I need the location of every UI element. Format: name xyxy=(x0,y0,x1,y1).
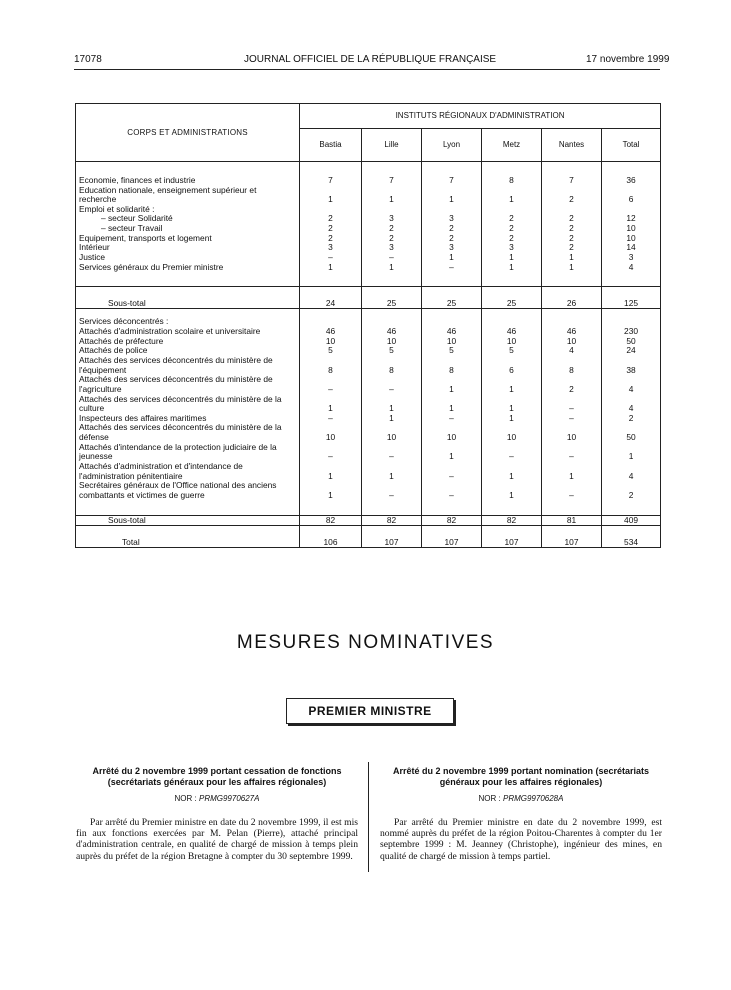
cell-value: 107 xyxy=(482,526,542,548)
row-label: Sous-total xyxy=(76,515,300,526)
table-row xyxy=(76,526,661,548)
cell-value: – xyxy=(362,481,422,500)
nor-label: NOR : xyxy=(174,793,197,803)
cell-value: 2 xyxy=(482,234,542,244)
cell-value: 1 xyxy=(542,462,602,481)
cell-value: 7 xyxy=(362,162,422,186)
cell-value: 1 xyxy=(300,395,362,414)
cell-value: 2 xyxy=(422,224,482,234)
cell-value: 107 xyxy=(422,526,482,548)
row-label: – secteur Travail xyxy=(76,224,300,234)
cell-value: 1 xyxy=(482,395,542,414)
cell-value: 1 xyxy=(482,481,542,500)
cell-value: 46 xyxy=(542,327,602,337)
table-row xyxy=(76,423,661,442)
cell-value: 50 xyxy=(602,337,661,347)
cell-value: 6 xyxy=(482,356,542,375)
cell-value: 2 xyxy=(542,234,602,244)
cell-value: 5 xyxy=(300,346,362,356)
cell-value: 82 xyxy=(482,515,542,526)
cell-value: 106 xyxy=(300,526,362,548)
cell-value: 8 xyxy=(542,356,602,375)
cell-value: 2 xyxy=(542,224,602,234)
cell-value xyxy=(422,309,482,327)
row-label: Attachés d'administration scolaire et universitaire xyxy=(76,327,300,337)
cell-value xyxy=(482,309,542,327)
row-label: Attachés des services déconcentrés du ministère de la culture xyxy=(76,395,300,414)
cell-value: 10 xyxy=(362,423,422,442)
cell-value: 1 xyxy=(300,481,362,500)
table-row xyxy=(76,395,661,414)
cell-value: – xyxy=(422,263,482,273)
row-label: Intérieur xyxy=(76,243,300,253)
cell-value: 1 xyxy=(482,253,542,263)
cell-value: 409 xyxy=(602,515,661,526)
row-label: Attachés d'administration et d'intendance de l'administration pénitentiaire xyxy=(76,462,300,481)
row-label: Total xyxy=(76,526,300,548)
row-label: Services généraux du Premier ministre xyxy=(76,263,300,273)
cell-value: 1 xyxy=(362,414,422,424)
cell-value: 2 xyxy=(602,414,661,424)
cell-value: 5 xyxy=(422,346,482,356)
cell-value: 8 xyxy=(482,162,542,186)
cell-value: 46 xyxy=(482,327,542,337)
cell-value: 1 xyxy=(482,263,542,273)
cell-value: 1 xyxy=(422,395,482,414)
cell-value: – xyxy=(422,481,482,500)
cell-value: 46 xyxy=(422,327,482,337)
cell-value: 3 xyxy=(422,214,482,224)
cell-value: 2 xyxy=(300,224,362,234)
nor-code: PRMG9970627A xyxy=(198,793,260,803)
cell-value: – xyxy=(542,395,602,414)
cell-value: 3 xyxy=(482,243,542,253)
row-label: Attachés des services déconcentrés du ministère de l'équipement xyxy=(76,356,300,375)
cell-value: 1 xyxy=(482,414,542,424)
column-header: Metz xyxy=(482,129,542,162)
row-label: Attachés d'intendance de la protection judiciaire de la jeunesse xyxy=(76,443,300,462)
table-row xyxy=(76,356,661,375)
corps-header: CORPS ET ADMINISTRATIONS xyxy=(76,104,300,162)
column-header: Nantes xyxy=(542,129,602,162)
cell-value: – xyxy=(362,375,422,394)
cell-value: 10 xyxy=(602,234,661,244)
column-header: Total xyxy=(602,129,661,162)
cell-value: – xyxy=(362,443,422,462)
cell-value: 2 xyxy=(482,224,542,234)
cell-value: 1 xyxy=(300,263,362,273)
cell-value: 4 xyxy=(542,346,602,356)
section-title: MESURES NOMINATIVES xyxy=(236,632,495,653)
cell-value: 2 xyxy=(542,243,602,253)
cell-value: 3 xyxy=(602,253,661,263)
nor-code: PRMG9970628A xyxy=(502,793,564,803)
cell-value: 2 xyxy=(300,214,362,224)
article-title: Arrêté du 2 novembre 1999 portant cessation de fonctions (secrétariats généraux pour les affaires régionales) xyxy=(92,766,342,787)
cell-value: 12 xyxy=(602,214,661,224)
cell-value: 1 xyxy=(422,186,482,205)
cell-value: 107 xyxy=(542,526,602,548)
cell-value: – xyxy=(300,375,362,394)
cell-value: 8 xyxy=(300,356,362,375)
cell-value: 25 xyxy=(482,287,542,309)
column-header: Lyon xyxy=(422,129,482,162)
cell-value: 10 xyxy=(362,337,422,347)
cell-value: 26 xyxy=(542,287,602,309)
cell-value: 1 xyxy=(300,186,362,205)
row-label: Attachés des services déconcentrés du ministère de la défense xyxy=(76,423,300,442)
cell-value: 38 xyxy=(602,356,661,375)
cell-value xyxy=(300,309,362,327)
cell-value: 1 xyxy=(482,375,542,394)
row-label: Emploi et solidarité : xyxy=(76,205,300,215)
cell-value: 534 xyxy=(602,526,661,548)
cell-value: 10 xyxy=(422,337,482,347)
cell-value: 7 xyxy=(422,162,482,186)
cell-value: 1 xyxy=(300,462,362,481)
article-cessation xyxy=(76,766,358,862)
issue-date: 17 novembre 1999 xyxy=(586,54,670,65)
cell-value: 1 xyxy=(422,443,482,462)
cell-value: 3 xyxy=(422,243,482,253)
institutes-header: INSTITUTS RÉGIONAUX D'ADMINISTRATION xyxy=(300,104,661,129)
cell-value: 1 xyxy=(422,375,482,394)
cell-value: 1 xyxy=(542,263,602,273)
cell-value: 2 xyxy=(362,224,422,234)
cell-value: 1 xyxy=(542,253,602,263)
nor-reference xyxy=(380,794,662,803)
cell-value: 7 xyxy=(300,162,362,186)
cell-value: 1 xyxy=(362,462,422,481)
cell-value: 6 xyxy=(602,186,661,205)
cell-value: 4 xyxy=(602,375,661,394)
ministry-heading: PREMIER MINISTRE xyxy=(286,698,454,724)
cell-value: 5 xyxy=(362,346,422,356)
cell-value: 2 xyxy=(542,375,602,394)
row-label: Services déconcentrés : xyxy=(76,309,300,327)
table-row xyxy=(76,287,661,309)
cell-value: 24 xyxy=(602,346,661,356)
cell-value: 3 xyxy=(362,243,422,253)
cell-value: 10 xyxy=(422,423,482,442)
cell-value: 10 xyxy=(482,337,542,347)
cell-value xyxy=(542,309,602,327)
row-label: Attachés de préfecture xyxy=(76,337,300,347)
cell-value: 2 xyxy=(422,234,482,244)
cell-value: 2 xyxy=(602,481,661,500)
row-label: – secteur Solidarité xyxy=(76,214,300,224)
table-row xyxy=(76,309,661,327)
cell-value: – xyxy=(542,414,602,424)
row-label: Equipement, transports et logement xyxy=(76,234,300,244)
cell-value: – xyxy=(422,414,482,424)
cell-value: 8 xyxy=(422,356,482,375)
cell-value: 7 xyxy=(542,162,602,186)
cell-value: 10 xyxy=(300,423,362,442)
header-rule xyxy=(74,69,660,70)
cell-value: 3 xyxy=(300,243,362,253)
cell-value: 81 xyxy=(542,515,602,526)
cell-value: 1 xyxy=(602,443,661,462)
cell-value: 1 xyxy=(362,395,422,414)
cell-value: 1 xyxy=(482,186,542,205)
cell-value: 36 xyxy=(602,162,661,186)
article-title: Arrêté du 2 novembre 1999 portant nomination (secrétariats généraux pour les affaires régionales) xyxy=(392,766,650,787)
cell-value: 1 xyxy=(482,462,542,481)
cell-value: 10 xyxy=(602,224,661,234)
cell-value: 10 xyxy=(482,423,542,442)
cell-value: – xyxy=(422,462,482,481)
row-label: Attachés des services déconcentrés du ministère de l'agriculture xyxy=(76,375,300,394)
cell-value: 46 xyxy=(300,327,362,337)
column-header: Bastia xyxy=(300,129,362,162)
article-body: Par arrêté du Premier ministre en date du 2 novembre 1999, est nommé auprès du préfet de la région Poitou-Charentes à compter du 1er septembre 1999 : M. Jeanney (Christophe), ingénieur des mines, en qualité de chargé de mission à temps partiel. xyxy=(380,816,662,862)
row-label: Attachés de police xyxy=(76,346,300,356)
cell-value: 25 xyxy=(362,287,422,309)
table-body xyxy=(76,162,661,548)
nor-label: NOR : xyxy=(478,793,501,803)
cell-value: 10 xyxy=(542,337,602,347)
cell-value: – xyxy=(542,481,602,500)
cell-value: 2 xyxy=(362,234,422,244)
cell-value: 2 xyxy=(542,214,602,224)
table-row xyxy=(76,375,661,394)
cell-value: 50 xyxy=(602,423,661,442)
cell-value: 125 xyxy=(602,287,661,309)
nor-reference xyxy=(76,794,358,803)
cell-value xyxy=(602,309,661,327)
cell-value: 8 xyxy=(362,356,422,375)
positions-table xyxy=(75,103,661,548)
cell-value: 10 xyxy=(542,423,602,442)
cell-value: 4 xyxy=(602,263,661,273)
table-row xyxy=(76,515,661,526)
row-label: Sous-total xyxy=(76,287,300,309)
cell-value: – xyxy=(300,414,362,424)
journal-title: JOURNAL OFFICIEL DE LA RÉPUBLIQUE FRANÇAISE xyxy=(244,54,497,65)
table-row xyxy=(76,481,661,500)
table-row xyxy=(76,186,661,205)
cell-value: – xyxy=(542,443,602,462)
cell-value: 82 xyxy=(300,515,362,526)
cell-value: 46 xyxy=(362,327,422,337)
row-label: Justice xyxy=(76,253,300,263)
table-row xyxy=(76,162,661,186)
article-body: Par arrêté du Premier ministre en date du 2 novembre 1999, il est mis fin aux fonctions exercées par M. Pelan (Pierre), attaché principal d'administration centrale, en qualité de chargé de mission à temps plein auprès du préfet de la région Bretagne à compter du 30 septembre 1999. xyxy=(76,816,358,862)
cell-value: 1 xyxy=(362,186,422,205)
cell-value: 4 xyxy=(602,395,661,414)
cell-value: 5 xyxy=(482,346,542,356)
article-nomination xyxy=(380,766,662,862)
table-row xyxy=(76,443,661,462)
cell-value: 25 xyxy=(422,287,482,309)
cell-value: – xyxy=(300,253,362,263)
cell-value: – xyxy=(362,253,422,263)
cell-value: 82 xyxy=(362,515,422,526)
row-label: Education nationale, enseignement supérieur et recherche xyxy=(76,186,300,205)
cell-value: 10 xyxy=(300,337,362,347)
row-label: Economie, finances et industrie xyxy=(76,162,300,186)
cell-value: 1 xyxy=(422,253,482,263)
column-divider xyxy=(368,762,369,872)
row-label: Secrétaires généraux de l'Office national des anciens combattants et victimes de guerre xyxy=(76,481,300,500)
cell-value: 2 xyxy=(482,214,542,224)
cell-value xyxy=(362,309,422,327)
cell-value: 1 xyxy=(362,263,422,273)
row-label: Inspecteurs des affaires maritimes xyxy=(76,414,300,424)
table-row xyxy=(76,263,661,273)
cell-value: 230 xyxy=(602,327,661,337)
cell-value: 2 xyxy=(300,234,362,244)
cell-value: – xyxy=(482,443,542,462)
cell-value: 24 xyxy=(300,287,362,309)
table-row xyxy=(76,462,661,481)
cell-value: 107 xyxy=(362,526,422,548)
cell-value: 82 xyxy=(422,515,482,526)
page-number: 17078 xyxy=(74,54,102,65)
cell-value: 14 xyxy=(602,243,661,253)
cell-value: 3 xyxy=(362,214,422,224)
cell-value: – xyxy=(300,443,362,462)
cell-value: 2 xyxy=(542,186,602,205)
column-header: Lille xyxy=(362,129,422,162)
cell-value: 4 xyxy=(602,462,661,481)
